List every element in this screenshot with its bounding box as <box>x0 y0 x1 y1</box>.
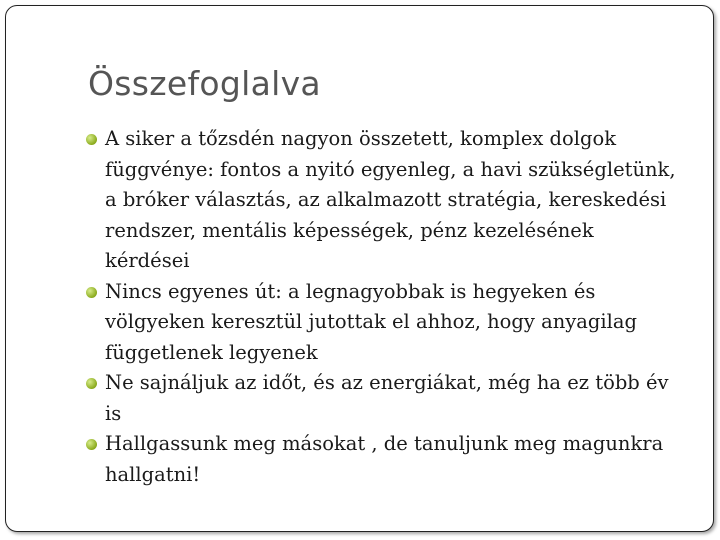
list-item <box>86 368 676 429</box>
bullet-icon <box>86 134 97 145</box>
bullet-text: Ne sajnáljuk az időt, és az energiákat, még ha ez több év is <box>105 371 669 425</box>
slide-title: Összefoglalva <box>88 64 321 103</box>
slide-frame <box>5 5 714 532</box>
bullet-list <box>86 124 676 490</box>
bullet-icon <box>86 378 97 389</box>
bullet-icon <box>86 439 97 450</box>
bullet-text: Nincs egyenes út: a legnagyobbak is hegyeken és völgyeken keresztül jutottak el ahhoz, hogy anyagilag függetlenek legyenek <box>105 279 637 364</box>
bullet-text: A siker a tőzsdén nagyon összetett, komplex dolgok függvénye: fontos a nyitó egyenleg, a havi szükségletünk, a bróker választás, az alkalmazott stratégia, kereskedési rendszer, mentális képességek, pénz kezelésének kérdései <box>105 127 676 272</box>
bullet-text: Hallgassunk meg másokat , de tanuljunk meg magunkra hallgatni! <box>105 432 664 486</box>
list-item <box>86 429 676 490</box>
bullet-icon <box>86 287 97 298</box>
list-item <box>86 124 676 277</box>
list-item <box>86 277 676 369</box>
